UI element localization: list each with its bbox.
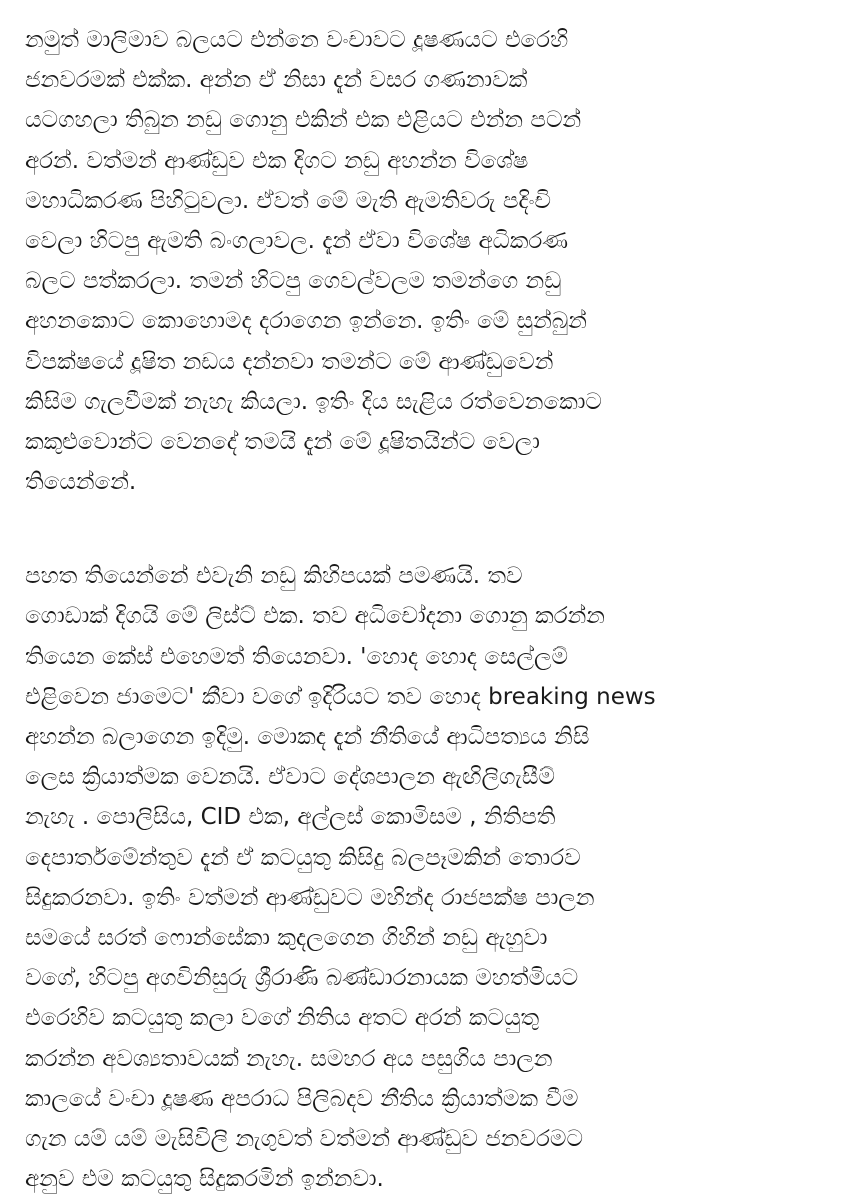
text-line: විපක්ෂයේ දූෂිත නඩය දන්නවා තමන්ට මේ ආණ්ඩුවෙන් xyxy=(25,348,554,375)
text-line: කාලයේ වංචා දූෂණ අපරාධ පිලිබදව නීතිය ක්‍රියාත්මක වීම xyxy=(25,1085,579,1112)
text-line: එළිවෙන ජාමෙට' කීවා වගේ ඉදිරියට තව හොද breaking news xyxy=(25,683,656,710)
text-line: නැහැ . පොලිසිය, CID එක, අල්ලස් කොමිසම , නිතිපති xyxy=(25,804,556,831)
text-line: අරන්. වත්මන් ආණ්ඩුව එක දිගට නඩු අහන්න විශේෂ xyxy=(25,147,529,174)
text-line: තියෙන කේස් එහෙමත් තියෙනවා. 'හොද හොද සෙල්ලම් xyxy=(25,643,569,670)
text-line: බලට පත්කරලා. තමන් හිටපු ගෙවල්වලම තමන්ගෙ නඩු xyxy=(25,268,562,295)
paragraph-2 xyxy=(25,556,825,1199)
document-body xyxy=(25,0,825,1199)
text-line: වෙලා හිටපු ඇමති බංගලාවල. දැන් ඒවා විශේෂ අධිකරණ xyxy=(25,227,569,254)
text-line: ජනවරමක් එක්ක. අන්න ඒ නිසා දැන් වසර ගණනාවක් xyxy=(25,67,528,94)
text-line: තියෙන්නේ. xyxy=(25,469,137,496)
text-line: පහත තියෙන්නේ එවැනි නඩු කිහිපයක් පමණයි. තව xyxy=(25,563,523,590)
text-line: වගේ, හිටපු අගවිනිසුරු ශ්‍රීරාණි බණ්ඩාරනායක මහත්මියට xyxy=(25,965,579,992)
text-line: ගැන යම් යම් මැසිවිලි නැගුවත් වත්මන් ආණ්ඩුව ජනවරමට xyxy=(25,1125,583,1152)
text-line: අහනකොට කොහොමද දරාගෙන ඉන්නෙ. ඉතිං මේ සුන්බුන් xyxy=(25,308,587,335)
text-line: කරන්න අවශ්‍යතාවයක් නැහැ. සමහර අය පසුගිය පාලන xyxy=(25,1045,553,1072)
text-line: ලෙස ක්‍රියාත්මක වෙනයි. ඒවාට දේශපාලන ඇඟිලිගැසීම් xyxy=(25,764,555,791)
text-line: කකුළුවොන්ට වෙනදේ තමයි දැන් මේ දූෂිතයින්ට වෙලා xyxy=(25,428,540,455)
text-line: අහන්න බලාගෙන ඉදිමු. මොකද දැන් නීතියේ ආධිපත්‍යය නිසි xyxy=(25,724,590,750)
text-line: සමයේ සරත් ෆොන්සේකා කුදලගෙන ගිහින් නඩු ඇහුවා xyxy=(25,924,548,951)
text-line: යටගහලා තිබුන නඩු ගොනු එකින් එක එළියට එන්න පටන් xyxy=(25,107,582,134)
paragraph-1 xyxy=(25,20,825,502)
text-line: එරෙහිව කටයුතු කලා වගේ නිතිය අතට අරන් කටයුතු xyxy=(25,1005,540,1032)
text-line: මහාධිකරණ පිහිටුවලා. ඒවත් මේ මැති ඇමතිවරු පදිංචි xyxy=(25,187,551,214)
text-line: අනුව එම කටයුතු සිදුකරමින් ඉන්නවා. xyxy=(25,1166,384,1193)
text-line: නමුත් මාලිමාව බලයට එන්නෙ වංචාවට දූෂණයට එරෙහි xyxy=(25,27,569,53)
text-line: සිදුකරනවා. ඉතිං වත්මන් ආණ්ඩුවට මහින්ද රාජපක්ෂ පාලන xyxy=(25,884,595,911)
text-line: කිසිම ගැලවීමක් නැහැ කියලා. ඉතිං දිය සැළිය රත්වෙනකොට xyxy=(25,388,602,415)
text-line: දෙපාර්තමේන්තුව දැන් ඒ කටයුතු කිසිදු බලපෑමකින් තොරව xyxy=(25,844,581,871)
text-line: ගොඩාක් දිගයි මේ ලිස්ට් එක. තව අධිචෝදනා ගොනු කරන්න xyxy=(25,603,605,630)
